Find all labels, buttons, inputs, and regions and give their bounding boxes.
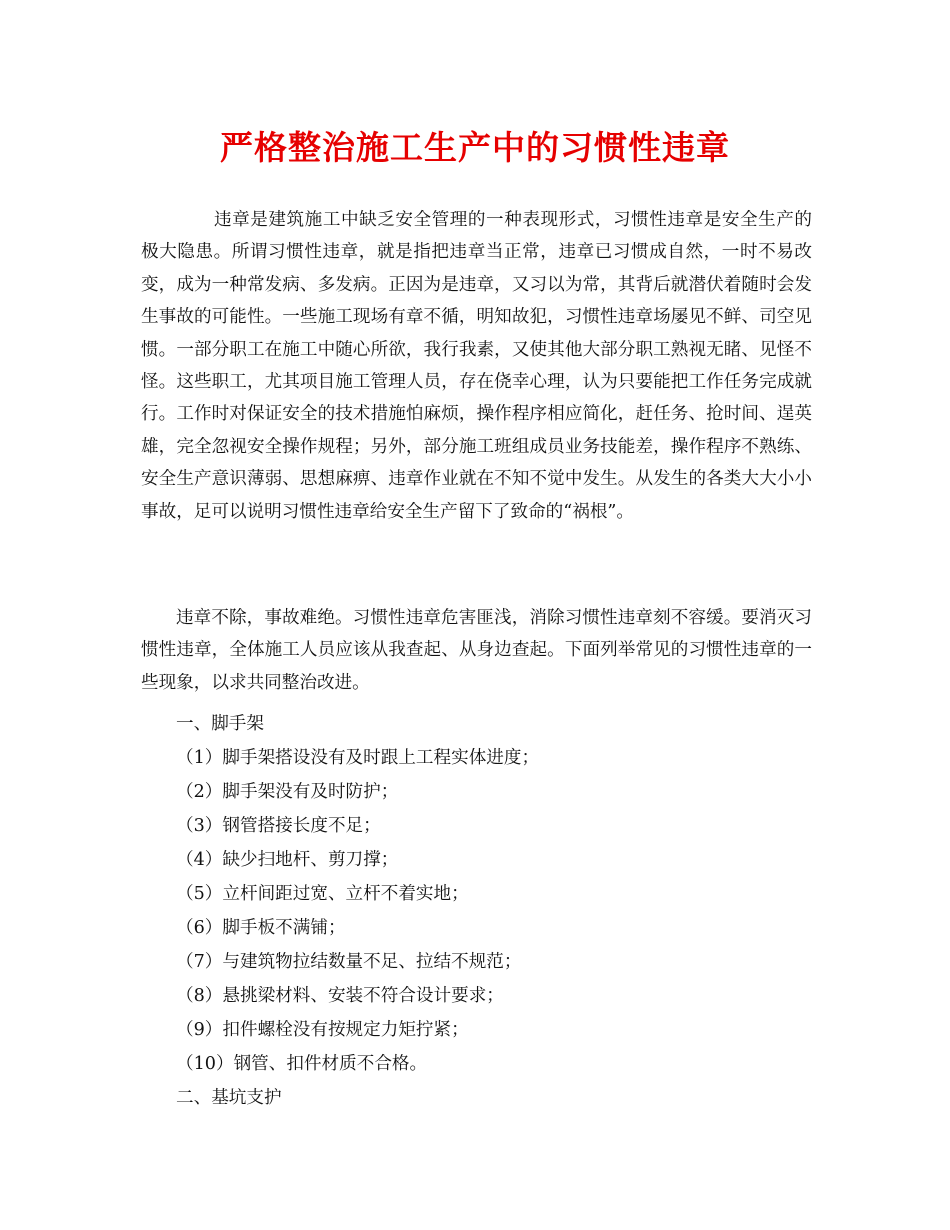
list-item: （6）脚手板不满铺； xyxy=(176,918,346,938)
section-heading-scaffold: 一、脚手架 xyxy=(176,714,264,734)
paragraph-intro: 违章是建筑施工中缺乏安全管理的一种表现形式，习惯性违章是安全生产的极大隐患。所谓习惯性违章，就是指把违章当正常，违章已习惯成自然，一时不易改变，成为一种常发病、多发病。正因为是违章，又习以为常，其背后就潜伏着随时会发生事故的可能性。一些施工现场有章不循，明知故犯，习惯性违章场屡见不鲜、司空见惯。一部分职工在施工中随心所欲，我行我素，又使其他大部分职工熟视无睹、见怪不怪。这些职工，尤其项目施工管理人员，存在侥幸心理，认为只要能把工作任务完成就行。工作时对保证安全的技术措施怕麻烦，操作程序相应简化，赶任务、抢时间、逞英雄，完全忽视安全操作规程；另外，部分施工班组成员业务技能差，操作程序不熟练、安全生产意识薄弱、思想麻痹、违章作业就在不知不觉中发生。从发生的各类大大小小事故，足可以说明习惯性违章给安全生产留下了致命的“祸根”。 xyxy=(141,210,812,522)
list-item: （2）脚手架没有及时防护； xyxy=(176,782,399,802)
list-item: （4）缺少扫地杆、剪刀撑； xyxy=(176,850,399,870)
list-item: （10）钢管、扣件材质不合格。 xyxy=(176,1054,428,1074)
section-heading-pit-support: 二、基坑支护 xyxy=(176,1088,282,1108)
list-item: （3）钢管搭接长度不足； xyxy=(176,816,381,836)
document-title: 严格整治施工生产中的习惯性违章 xyxy=(220,128,730,167)
paragraph-summary: 违章不除，事故难绝。习惯性违章危害匪浅，消除习惯性违章刻不容缓。要消灭习惯性违章，全体施工人员应该从我查起、从身边查起。下面列举常见的习惯性违章的一些现象，以求共同整治改进。 xyxy=(141,608,812,693)
list-item: （5）立杆间距过宽、立杆不着实地； xyxy=(176,884,469,904)
list-item: （7）与建筑物拉结数量不足、拉结不规范； xyxy=(176,952,522,972)
list-item: （9）扣件螺栓没有按规定力矩拧紧； xyxy=(176,1020,469,1040)
list-item: （1）脚手架搭设没有及时跟上工程实体进度； xyxy=(176,748,540,768)
list-item: （8）悬挑梁材料、安装不符合设计要求； xyxy=(176,986,504,1006)
